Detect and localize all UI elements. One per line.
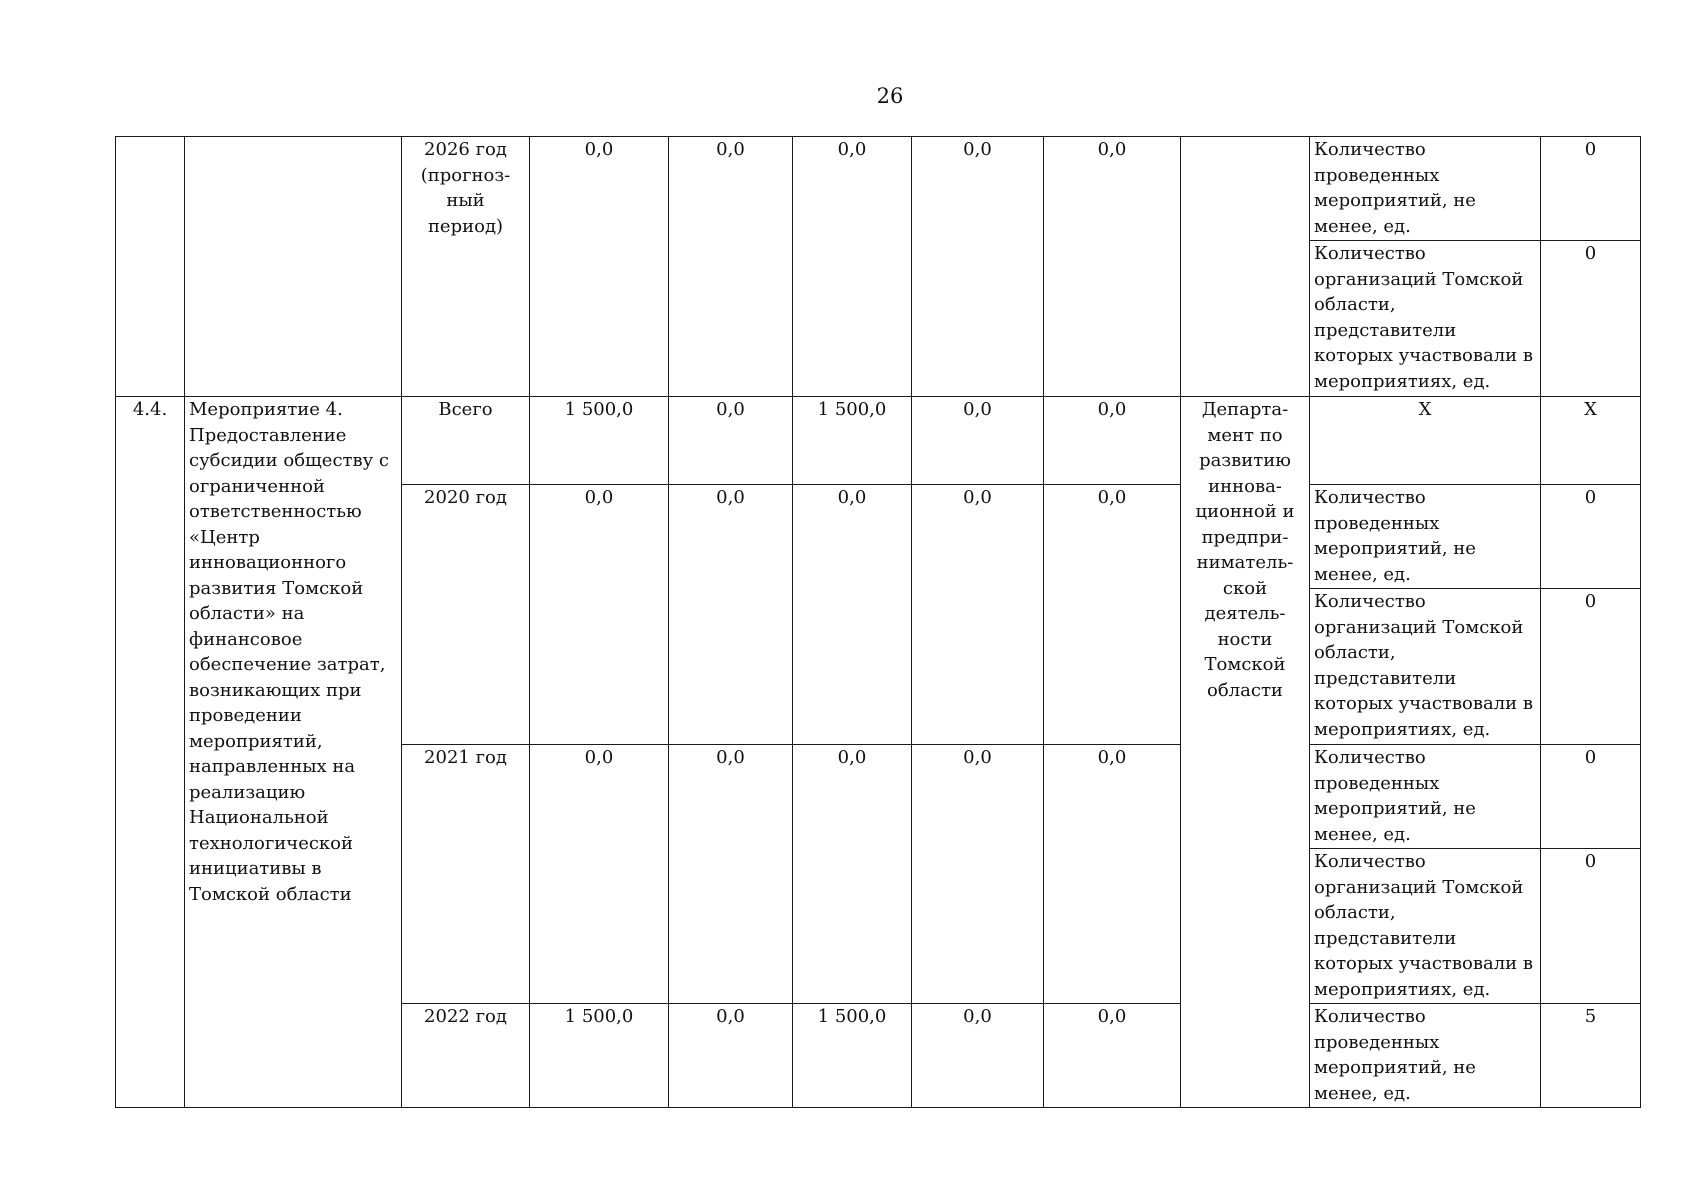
indicator-value: 0 — [1541, 485, 1641, 589]
value-cell: 0,0 — [912, 137, 1044, 397]
indicator-value: 0 — [1541, 589, 1641, 745]
value-cell: 0,0 — [793, 485, 912, 745]
indicator-value: 5 — [1541, 1004, 1641, 1108]
indicator-name: Количество организаций Томской области, представители которых участвовали в мероприятиях, ед. — [1310, 589, 1541, 745]
table-row — [116, 397, 1641, 485]
value-cell: 0,0 — [669, 745, 793, 1004]
program-table — [115, 136, 1641, 1108]
page-number: 26 — [876, 84, 904, 108]
indicator-name: Количество организаций Томской области, представители которых участвовали в мероприятиях, ед. — [1310, 849, 1541, 1004]
period-cell: 2021 год — [402, 745, 530, 1004]
value-cell: 1 500,0 — [793, 397, 912, 485]
indicator-name: Количество организаций Томской области, представители которых участвовали в мероприятиях, ед. — [1310, 241, 1541, 397]
measure-name: Мероприятие 4. Предоставление субсидии обществу с ограниченной ответственностью «Центр инновационного развития Томской области» на финансовое обеспечение затрат, возникающих при проведении мероприятий, направленных на реализацию Национальной технологической инициативы в Томской области — [185, 397, 402, 1108]
indicator-value: 0 — [1541, 745, 1641, 849]
indicator-name: Х — [1310, 397, 1541, 485]
indicator-value: Х — [1541, 397, 1641, 485]
value-cell: 0,0 — [1044, 745, 1181, 1004]
value-cell: 0,0 — [530, 485, 669, 745]
executor-cell — [1181, 137, 1310, 397]
table-row — [116, 137, 1641, 241]
value-cell: 0,0 — [669, 485, 793, 745]
value-cell: 0,0 — [793, 745, 912, 1004]
number-cell — [116, 137, 185, 397]
indicator-name: Количество проведенных мероприятий, не менее, ед. — [1310, 137, 1541, 241]
value-cell: 0,0 — [793, 137, 912, 397]
value-cell: 0,0 — [669, 397, 793, 485]
value-cell: 0,0 — [912, 485, 1044, 745]
name-cell — [185, 137, 402, 397]
value-cell: 0,0 — [1044, 485, 1181, 745]
period-cell: 2026 год (прогноз-ный период) — [402, 137, 530, 397]
value-cell: 0,0 — [1044, 1004, 1181, 1108]
indicator-value: 0 — [1541, 241, 1641, 397]
value-cell: 1 500,0 — [530, 1004, 669, 1108]
indicator-value: 0 — [1541, 137, 1641, 241]
value-cell: 0,0 — [669, 137, 793, 397]
value-cell: 0,0 — [912, 745, 1044, 1004]
period-cell: Всего — [402, 397, 530, 485]
indicator-name: Количество проведенных мероприятий, не менее, ед. — [1310, 1004, 1541, 1108]
value-cell: 0,0 — [912, 397, 1044, 485]
value-cell: 0,0 — [669, 1004, 793, 1108]
value-cell: 1 500,0 — [793, 1004, 912, 1108]
value-cell: 0,0 — [1044, 137, 1181, 397]
executor-cell: Департа-мент по развитию иннова-ционной и предпри-ниматель-ской деятель-ности Томской области — [1181, 397, 1310, 1108]
period-cell: 2022 год — [402, 1004, 530, 1108]
indicator-name: Количество проведенных мероприятий, не менее, ед. — [1310, 745, 1541, 849]
period-cell: 2020 год — [402, 485, 530, 745]
indicator-name: Количество проведенных мероприятий, не менее, ед. — [1310, 485, 1541, 589]
indicator-value: 0 — [1541, 849, 1641, 1004]
value-cell: 0,0 — [530, 745, 669, 1004]
value-cell: 0,0 — [1044, 397, 1181, 485]
value-cell: 0,0 — [530, 137, 669, 397]
measure-number: 4.4. — [116, 397, 185, 1108]
value-cell: 0,0 — [912, 1004, 1044, 1108]
value-cell: 1 500,0 — [530, 397, 669, 485]
